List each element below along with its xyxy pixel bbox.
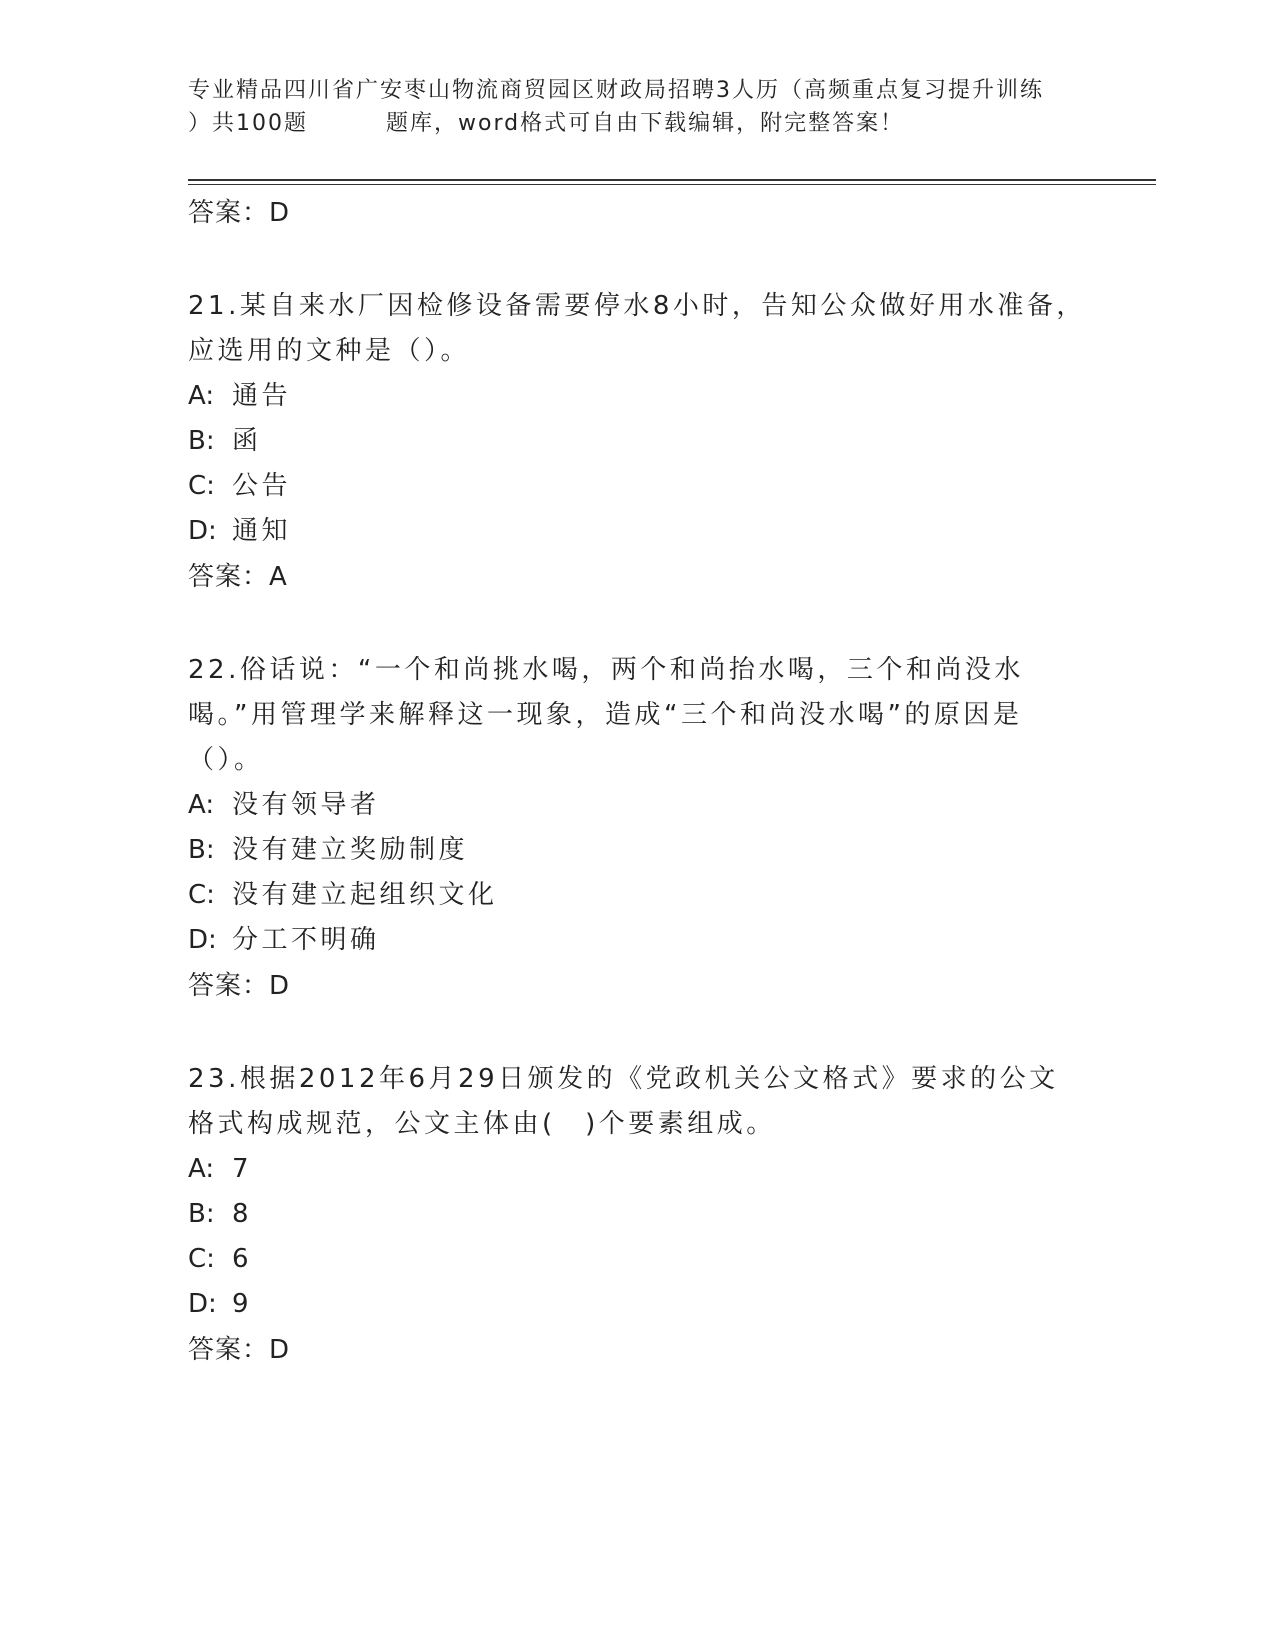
option-letter: B: <box>188 1199 215 1229</box>
option-letter: C: <box>188 471 215 501</box>
header-divider-thin <box>188 184 1156 185</box>
question-text: 21.某自来水厂因检修设备需要停水8小时，告知公众做好用水准备，应选用的文种是（）。 <box>188 291 1086 366</box>
option-c <box>188 1237 1088 1282</box>
header-title-line1: 专业精品四川省广安枣山物流商贸园区财政局招聘3人历（高频重点复习提升训练 <box>188 78 1044 103</box>
option-b <box>188 1192 1088 1237</box>
option-letter: A: <box>188 1154 215 1184</box>
option-letter: D: <box>188 925 217 955</box>
option-letter: C: <box>188 880 215 910</box>
answer: 答案：D <box>188 1335 291 1365</box>
option-letter: C: <box>188 1244 215 1274</box>
question-text: 23.根据2012年6月29日颁发的《党政机关公文格式》要求的公文格式构成规范，公文主体由( )个要素组成。 <box>188 1064 1059 1139</box>
option-text: 函 <box>232 426 262 456</box>
answer: 答案：A <box>188 562 288 592</box>
option-text: 分工不明确 <box>232 925 380 955</box>
option-text: 没有建立奖励制度 <box>232 835 469 865</box>
option-a <box>188 374 1088 419</box>
header-divider-thick <box>188 179 1156 181</box>
option-letter: D: <box>188 516 217 546</box>
option-letter: A: <box>188 790 215 820</box>
option-letter: B: <box>188 426 215 456</box>
option-a <box>188 1147 1088 1192</box>
option-b <box>188 828 1088 873</box>
question-21 <box>188 284 1088 600</box>
option-d <box>188 1282 1088 1327</box>
option-text: 9 <box>232 1289 253 1319</box>
option-d <box>188 918 1088 963</box>
question-22 <box>188 648 1088 1009</box>
option-letter: A: <box>188 381 215 411</box>
document-body <box>188 190 1088 1373</box>
option-text: 没有建立起组织文化 <box>232 880 498 910</box>
previous-answer: 答案：D <box>188 198 291 228</box>
option-text: 通告 <box>232 381 292 411</box>
option-c <box>188 464 1088 509</box>
answer: 答案：D <box>188 971 291 1001</box>
page-header <box>188 74 1088 140</box>
option-text: 8 <box>232 1199 253 1229</box>
option-text: 7 <box>232 1154 253 1184</box>
header-count: ）共100题 <box>188 111 308 136</box>
option-a <box>188 783 1088 828</box>
question-23 <box>188 1057 1088 1373</box>
option-letter: D: <box>188 1289 217 1319</box>
question-text: 22.俗话说：“一个和尚挑水喝，两个和尚抬水喝，三个和尚没水喝。”用管理学来解释这一现象，造成“三个和尚没水喝”的原因是（）。 <box>188 655 1024 775</box>
option-text: 通知 <box>232 516 292 546</box>
option-letter: B: <box>188 835 215 865</box>
option-text: 公告 <box>232 471 292 501</box>
option-c <box>188 873 1088 918</box>
option-text: 6 <box>232 1244 253 1274</box>
option-d <box>188 509 1088 554</box>
header-description: 题库，word格式可自由下载编辑，附完整答案！ <box>386 111 905 136</box>
option-b <box>188 419 1088 464</box>
header-title-line2 <box>188 107 1088 140</box>
option-text: 没有领导者 <box>232 790 380 820</box>
